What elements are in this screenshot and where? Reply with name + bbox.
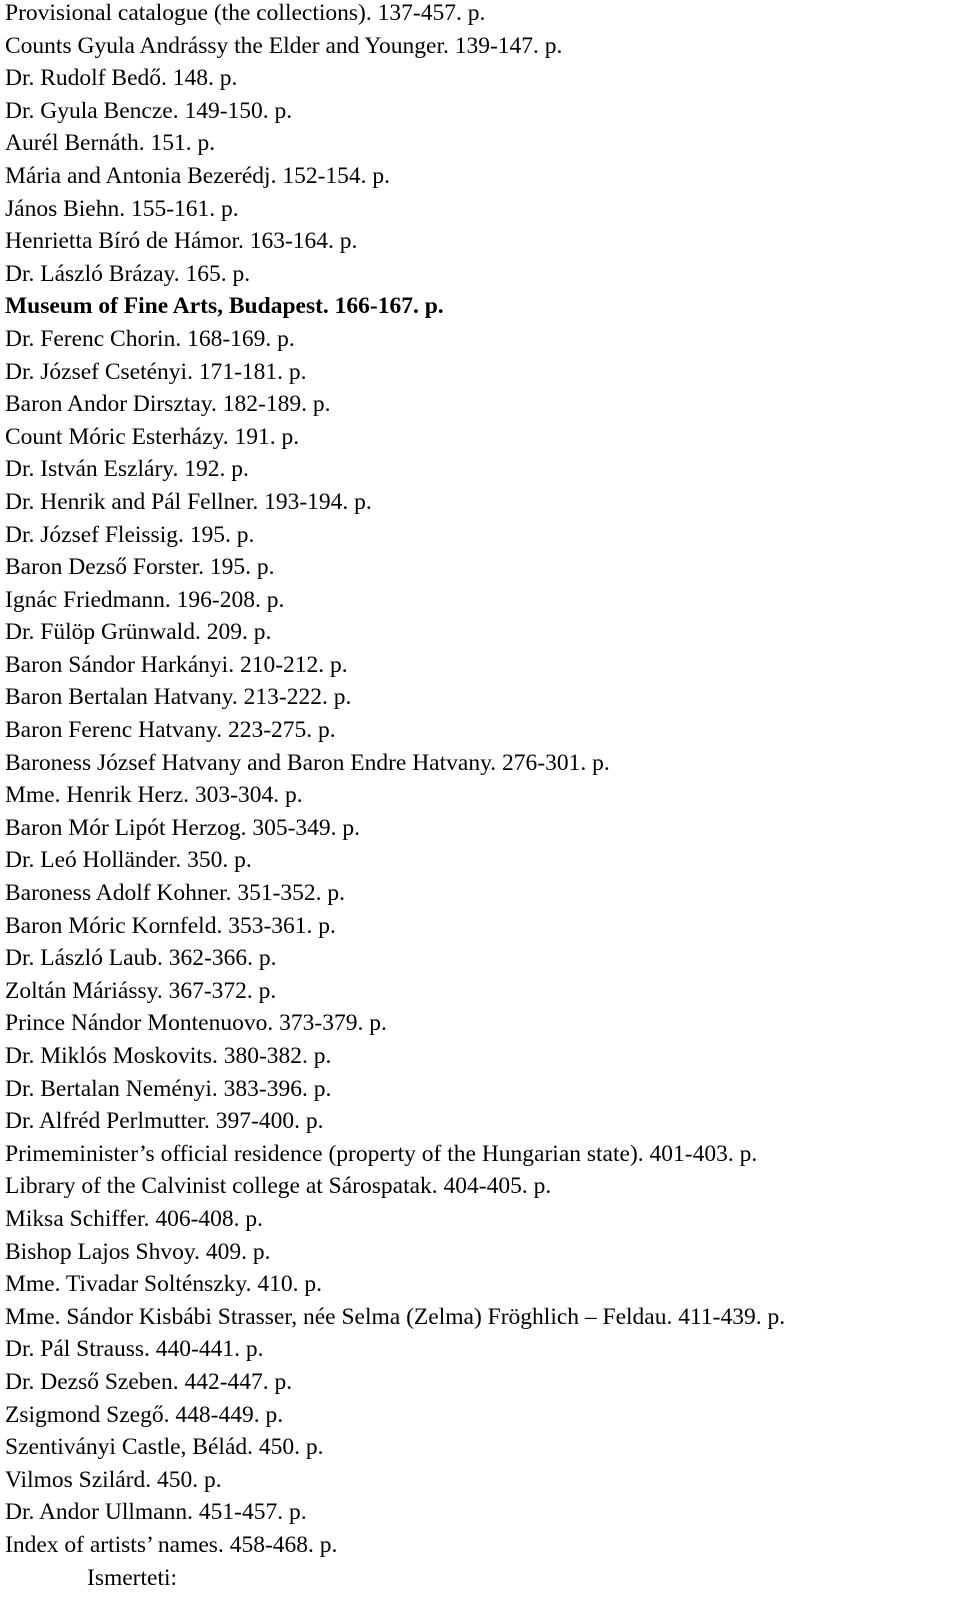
catalogue-entry: Baron Mór Lipót Herzog. 305-349. p. <box>5 814 361 841</box>
catalogue-entry: Dr. Dezső Szeben. 442-447. p. <box>5 1368 293 1395</box>
catalogue-entry: Dr. József Csetényi. 171-181. p. <box>5 358 307 385</box>
catalogue-entry: Primeminister’s official residence (property of the Hungarian state). 401-403. p. <box>5 1140 758 1167</box>
catalogue-entry: Mme. Henrik Herz. 303-304. p. <box>5 782 303 809</box>
catalogue-entry: Mária and Antonia Bezerédj. 152-154. p. <box>5 162 391 189</box>
catalogue-entry-list <box>5 0 955 1562</box>
catalogue-entry: Zoltán Máriássy. 367-372. p. <box>5 977 277 1004</box>
catalogue-entry: Mme. Tivadar Solténszky. 410. p. <box>5 1271 323 1298</box>
catalogue-entry: Dr. Gyula Bencze. 149-150. p. <box>5 97 293 124</box>
catalogue-entry: Counts Gyula Andrássy the Elder and Younger. 139-147. p. <box>5 32 563 59</box>
catalogue-entry: Dr. Leó Holländer. 350. p. <box>5 847 252 874</box>
catalogue-entry: Baron Andor Dirsztay. 182-189. p. <box>5 391 331 418</box>
catalogue-entry: Bishop Lajos Shvoy. 409. p. <box>5 1238 271 1265</box>
catalogue-entry: Dr. Fülöp Grünwald. 209. p. <box>5 619 272 646</box>
catalogue-entry: Baron Móric Kornfeld. 353-361. p. <box>5 912 336 939</box>
catalogue-entry: Baroness Adolf Kohner. 351-352. p. <box>5 880 346 907</box>
catalogue-entry: Library of the Calvinist college at Sárospatak. 404-405. p. <box>5 1173 552 1200</box>
catalogue-entry: Dr. Henrik and Pál Fellner. 193-194. p. <box>5 488 372 515</box>
catalogue-entry: Museum of Fine Arts, Budapest. 166-167. p. <box>5 293 444 320</box>
catalogue-entry: Miksa Schiffer. 406-408. p. <box>5 1205 264 1232</box>
catalogue-entry: Prince Nándor Montenuovo. 373-379. p. <box>5 1010 387 1037</box>
catalogue-entry: Ignác Friedmann. 196-208. p. <box>5 586 285 613</box>
catalogue-entry: Dr. Miklós Moskovits. 380-382. p. <box>5 1043 332 1069</box>
catalogue-entry: Dr. József Fleissig. 195. p. <box>5 521 255 548</box>
catalogue-entry: Provisional catalogue (the collections). 137-457. p. <box>5 0 486 26</box>
catalogue-entry: Henrietta Bíró de Hámor. 163-164. p. <box>5 228 358 255</box>
catalogue-entry: Dr. Bertalan Neményi. 383-396. p. <box>5 1075 332 1102</box>
catalogue-entry: Dr. László Laub. 362-366. p. <box>5 945 277 972</box>
catalogue-entry: Baron Ferenc Hatvany. 223-275. p. <box>5 717 336 744</box>
catalogue-entry: Baron Bertalan Hatvany. 213-222. p. <box>5 684 352 711</box>
catalogue-entry: Dr. László Brázay. 165. p. <box>5 260 251 287</box>
catalogue-entry: Dr. Ferenc Chorin. 168-169. p. <box>5 325 295 352</box>
catalogue-entry: Dr. István Eszláry. 192. p. <box>5 456 249 483</box>
catalogue-entry: Baron Dezső Forster. 195. p. <box>5 554 275 581</box>
catalogue-entry: Index of artists’ names. 458-468. p. <box>5 1531 338 1558</box>
catalogue-entry: Dr. Rudolf Bedő. 148. p. <box>5 65 238 92</box>
catalogue-entry: Dr. Andor Ullmann. 451-457. p. <box>5 1499 307 1526</box>
catalogue-entry: Mme. Sándor Kisbábi Strasser, née Selma (Zelma) Fröghlich – Feldau. 411-439. p. <box>5 1303 786 1330</box>
catalogue-entry: Baron Sándor Harkányi. 210-212. p. <box>5 651 348 678</box>
catalogue-entry: Zsigmond Szegő. 448-449. p. <box>5 1401 284 1428</box>
document-page <box>5 0 955 1594</box>
reviewer-label: Ismerteti: <box>87 1564 178 1591</box>
catalogue-entry: Szentiványi Castle, Bélád. 450. p. <box>5 1434 324 1461</box>
catalogue-entry: Baroness József Hatvany and Baron Endre Hatvany. 276-301. p. <box>5 749 610 776</box>
catalogue-entry: Count Móric Esterházy. 191. p. <box>5 423 300 450</box>
catalogue-entry: Aurél Bernáth. 151. p. <box>5 130 216 157</box>
catalogue-entry: János Biehn. 155-161. p. <box>5 195 239 222</box>
catalogue-entry: Dr. Pál Strauss. 440-441. p. <box>5 1336 264 1363</box>
catalogue-entry: Dr. Alfréd Perlmutter. 397-400. p. <box>5 1108 324 1135</box>
catalogue-entry: Vilmos Szilárd. 450. p. <box>5 1466 222 1493</box>
